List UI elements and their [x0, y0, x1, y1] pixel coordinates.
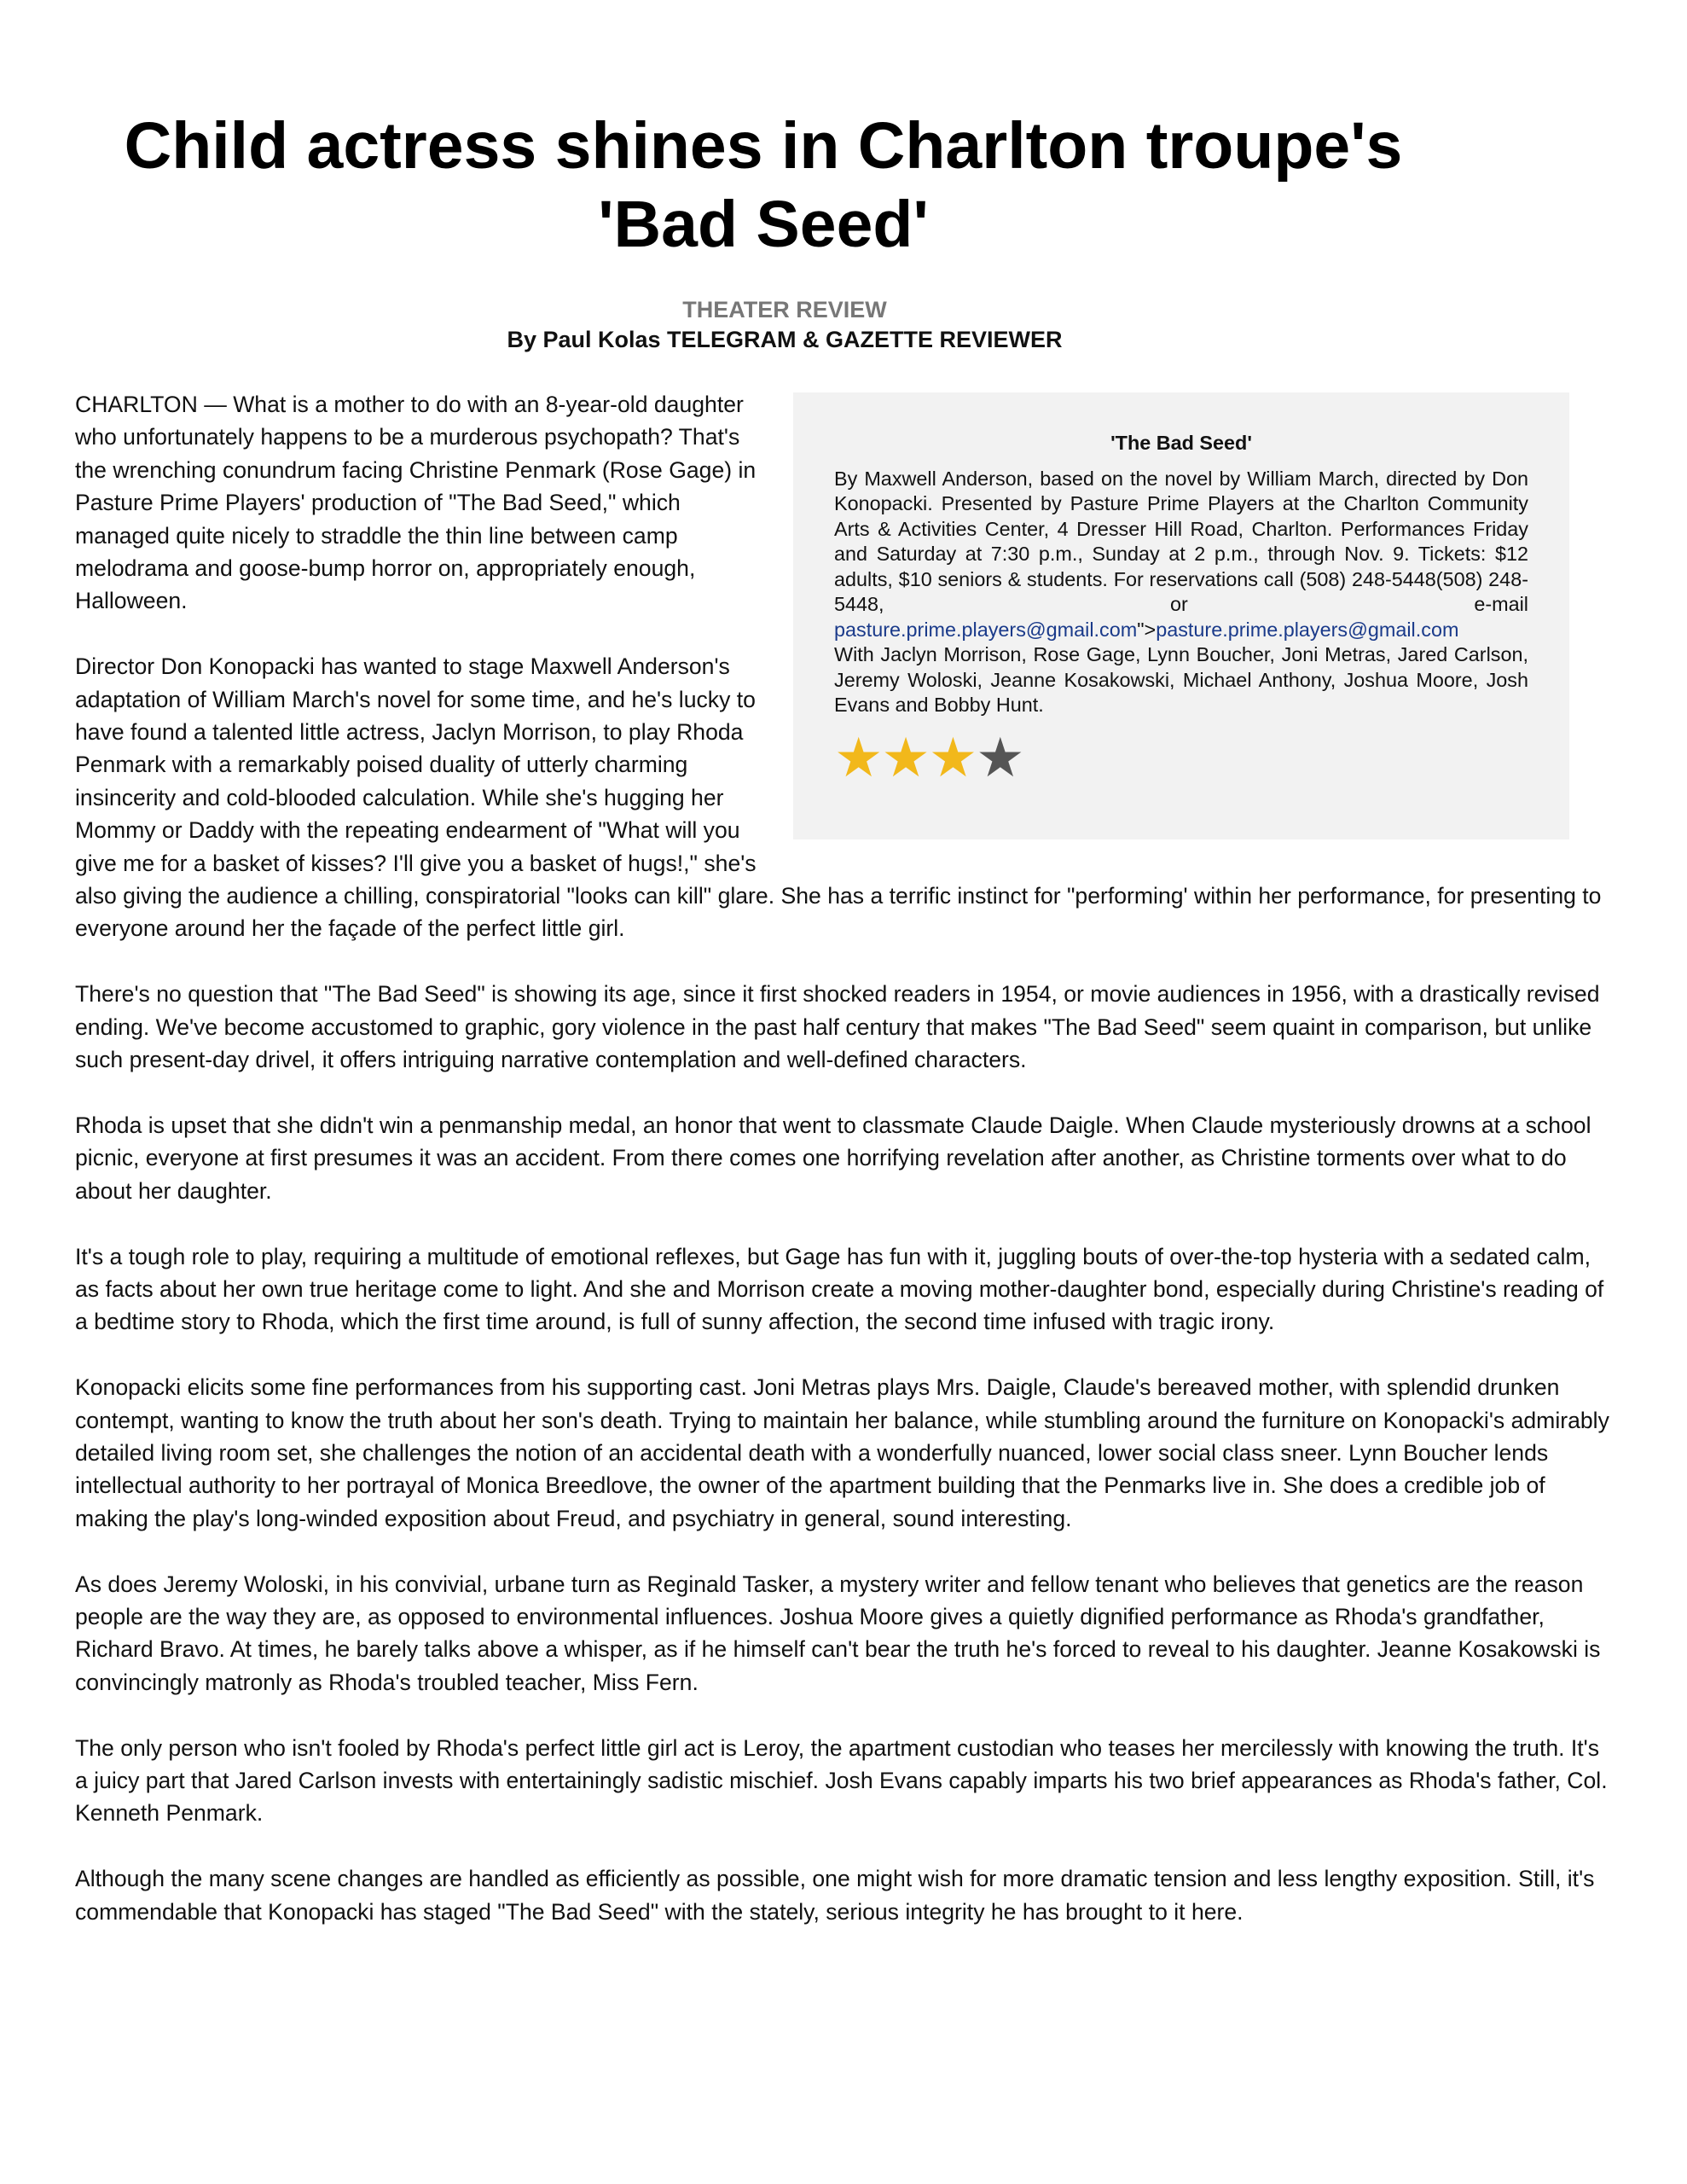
byline: By Paul Kolas TELEGRAM & GAZETTE REVIEWER [507, 327, 1063, 352]
paragraph: Although the many scene changes are handled as efficiently as possible, one might wish for more dramatic tension and less lengthy exposition. Still, it's commendable that Konopacki has staged "The Bad Seed" with the stately, serious integrity he has brought to it here. [75, 1866, 1595, 1925]
star-icon: ★ [928, 726, 977, 788]
paragraph: Konopacki elicits some fine performances from his supporting cast. Joni Metras plays Mrs. Daigle, Claude's bereaved mother, with splendid drunken contempt, wanting to know the truth about her son's death. Trying to maintain her balance, while stumbling around the furniture on Konopacki's admirably detailed living room set, she challenges the notion of an accidental death with a wonderfully nuanced, lower social class sneer. Lynn Boucher lends intellectual authority to her portrayal of Monica Breedlove, the owner of the apartment building that the Penmarks live in. She does a credible job of making the play's long-winded exposition about Freud, and psychiatry in general, sound interesting. [75, 1374, 1609, 1531]
show-title: 'The Bad Seed' [1110, 432, 1252, 454]
paragraph: There's no question that "The Bad Seed" is showing its age, since it first shocked readers in 1954, or movie audiences in 1956, with a drastically revised ending. We've become accustomed to graphic, gory violence in the past half century that makes "The Bad Seed" seem quaint in comparison, but unlike such present-day drivel, it offers intriguing narrative contemplation and well-defined characters. [75, 981, 1600, 1073]
email-link[interactable]: pasture.prime.players@gmail.com [834, 618, 1138, 641]
star-rating [834, 727, 1528, 788]
article-headline: Child actress shines in Charlton troupe's 'Bad Seed' [124, 109, 1403, 261]
paragraph: It's a tough role to play, requiring a multitude of emotional reflexes, but Gage has fun with it, juggling bouts of over-the-top hysteria with a sedated calm, as facts about her own true heritage come to light. And she and Morrison create a moving mother-daughter bond, especially during Christine's reading of a bedtime story to Rhoda, which the first time around, is full of sunny affection, the second time infused with tragic irony. [75, 1243, 1604, 1335]
paragraph: CHARLTON — What is a mother to do with an 8-year-old daughter who unfortunately happens to be a murderous psychopath? That's the wrenching conundrum facing Christine Penmark (Rose Gage) in Pasture Prime Players' production of "The Bad Seed," which managed quite nicely to straddle the thin line between camp melodrama and goose-bump horror on, appropriately enough, Halloween. [75, 392, 757, 614]
paragraph: The only person who isn't fooled by Rhoda's perfect little girl act is Leroy, the apartment custodian who teases her mercilessly with knowing the truth. It's a juicy part that Jared Carlson invests with entertainingly sadistic mischief. Josh Evans capably imparts his two brief appearances as Rhoda's father, Col. Kenneth Penmark. [75, 1734, 1608, 1827]
paragraph: Rhoda is upset that she didn't win a penmanship medal, an honor that went to classmate Claude Daigle. When Claude mysteriously drowns at a school picnic, everyone at first presumes it was an accident. From there comes one horrifying revelation after another, as Christine torments over what to do about her daughter. [75, 1112, 1591, 1204]
email-separator: "> [1137, 618, 1157, 641]
show-details-text: By Maxwell Anderson, based on the novel by William March, directed by Don Konopacki. Presented by Pasture Prime Players at the Charlton Community Arts & Activities Center, 4 Dresser Hill Road, Charlton. Performances Friday and Saturday at 7:30 p.m., Sunday at 2 p.m., through Nov. 9. Tickets: $12 adults, $10 seniors & students. For reservations call (508) 248-5448(508) 248-5448, or e-mail [834, 467, 1528, 615]
star-icon: ★ [881, 726, 929, 788]
article-body [75, 388, 1610, 1960]
paragraph: As does Jeremy Woloski, in his convivial, urbane turn as Reginald Tasker, a mystery writer and fellow tenant who believes that genetics are the reason people are the way they are, as opposed to environmental influences. Joshua Moore gives a quietly dignified performance as Rhoda's grandfather, Richard Bravo. At times, he barely talks above a whisper, as if he himself can't bear the truth he's forced to reveal to his daughter. Jeanne Kosakowski is convincingly matronly as Rhoda's troubled teacher, Miss Fern. [75, 1571, 1601, 1695]
star-icon: ★ [976, 726, 1023, 788]
paragraph: Director Don Konopacki has wanted to stage Maxwell Anderson's adaptation of William March's novel for some time, and he's lucky to have found a talented little actress, Jaclyn Morrison, to play Rhoda Penmark with a remarkably poised duality of utterly charming insincerity and cold-blooded calculation. While she's hugging her Mommy or Daddy with the repeating endearment of "What will you give me for a basket of kisses? I'll give you a basket of hugs!," she's also giving the audience a chilling, conspiratorial "looks can kill" glare. She has a terrific instinct for "performing' within her performance, for presenting to everyone around her the façade of the perfect little girl. [75, 653, 1602, 942]
email-link-text[interactable]: pasture.prime.players@gmail.com [1156, 618, 1459, 641]
show-info-box [793, 392, 1569, 839]
star-icon: ★ [834, 726, 882, 788]
section-kicker: THEATER REVIEW [682, 297, 887, 322]
show-details [834, 467, 1528, 643]
show-cast: With Jaclyn Morrison, Rose Gage, Lynn Boucher, Joni Metras, Jared Carlson, Jeremy Woloski, Jeanne Kosakowski, Michael Anthony, Joshua Moore, Josh Evans and Bobby Hunt. [834, 643, 1528, 716]
